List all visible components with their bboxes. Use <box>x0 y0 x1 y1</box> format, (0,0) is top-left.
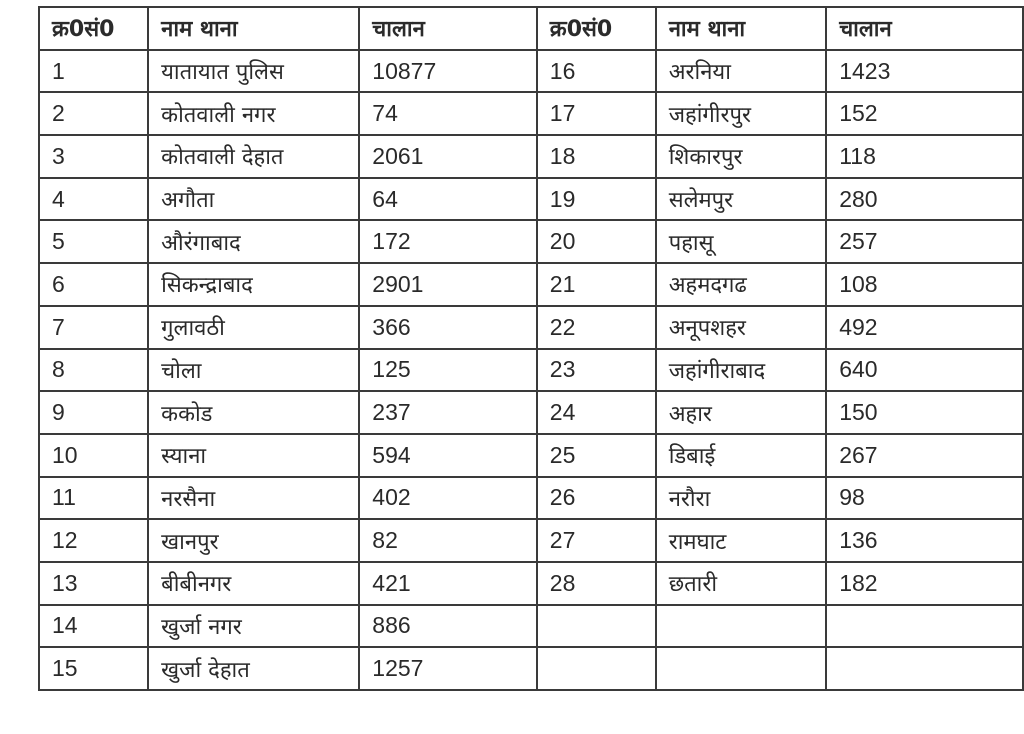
table-row <box>39 50 1023 93</box>
cell-station-left: स्याना <box>148 434 359 477</box>
cell-challan-right: 136 <box>826 519 1023 562</box>
cell-challan-right: 108 <box>826 263 1023 306</box>
cell-challan-right: 150 <box>826 391 1023 434</box>
cell-station-left: कोतवाली नगर <box>148 92 359 135</box>
cell-station-right: डिबाई <box>656 434 826 477</box>
cell-serial-left: 10 <box>39 434 148 477</box>
cell-serial-left: 5 <box>39 220 148 263</box>
cell-serial-right: 21 <box>537 263 656 306</box>
cell-station-right: अहार <box>656 391 826 434</box>
cell-serial-left: 2 <box>39 92 148 135</box>
header-challan-left: चालान <box>359 7 537 50</box>
cell-station-right <box>656 605 826 648</box>
cell-serial-right: 28 <box>537 562 656 605</box>
table-row <box>39 562 1023 605</box>
cell-serial-right <box>537 647 656 690</box>
cell-challan-left: 2901 <box>359 263 537 306</box>
cell-serial-left: 1 <box>39 50 148 93</box>
cell-challan-left: 421 <box>359 562 537 605</box>
cell-challan-right: 152 <box>826 92 1023 135</box>
cell-serial-left: 3 <box>39 135 148 178</box>
cell-station-left: कोतवाली देहात <box>148 135 359 178</box>
cell-station-right: नरौरा <box>656 477 826 520</box>
cell-station-left: खानपुर <box>148 519 359 562</box>
table-row <box>39 135 1023 178</box>
cell-station-right: अरनिया <box>656 50 826 93</box>
table-row <box>39 263 1023 306</box>
header-row <box>39 7 1023 50</box>
cell-station-right: जहांगीरपुर <box>656 92 826 135</box>
cell-station-left: खुर्जा देहात <box>148 647 359 690</box>
header-station-right: नाम थाना <box>656 7 826 50</box>
cell-challan-left: 74 <box>359 92 537 135</box>
table-row <box>39 477 1023 520</box>
cell-station-left: ककोड <box>148 391 359 434</box>
cell-serial-right: 27 <box>537 519 656 562</box>
cell-challan-left: 10877 <box>359 50 537 93</box>
cell-challan-left: 64 <box>359 178 537 221</box>
cell-station-right: अहमदगढ <box>656 263 826 306</box>
cell-challan-left: 366 <box>359 306 537 349</box>
cell-serial-right: 16 <box>537 50 656 93</box>
cell-challan-right: 257 <box>826 220 1023 263</box>
cell-challan-right: 118 <box>826 135 1023 178</box>
cell-challan-left: 237 <box>359 391 537 434</box>
table-row <box>39 220 1023 263</box>
cell-station-right: सलेमपुर <box>656 178 826 221</box>
cell-serial-right: 18 <box>537 135 656 178</box>
cell-challan-left: 402 <box>359 477 537 520</box>
cell-station-right: शिकारपुर <box>656 135 826 178</box>
cell-station-left: बीबीनगर <box>148 562 359 605</box>
cell-serial-left: 13 <box>39 562 148 605</box>
cell-challan-right: 1423 <box>826 50 1023 93</box>
cell-challan-left: 172 <box>359 220 537 263</box>
table-row <box>39 349 1023 392</box>
cell-serial-left: 14 <box>39 605 148 648</box>
table-row <box>39 306 1023 349</box>
cell-serial-right: 17 <box>537 92 656 135</box>
cell-challan-right: 98 <box>826 477 1023 520</box>
cell-station-left: नरसैना <box>148 477 359 520</box>
cell-station-right <box>656 647 826 690</box>
table-row <box>39 519 1023 562</box>
header-challan-right: चालान <box>826 7 1023 50</box>
cell-challan-right: 492 <box>826 306 1023 349</box>
cell-station-left: गुलावठी <box>148 306 359 349</box>
cell-serial-right: 20 <box>537 220 656 263</box>
cell-serial-right: 22 <box>537 306 656 349</box>
cell-serial-left: 6 <box>39 263 148 306</box>
cell-challan-left: 82 <box>359 519 537 562</box>
cell-serial-left: 11 <box>39 477 148 520</box>
cell-station-left: सिकन्द्राबाद <box>148 263 359 306</box>
cell-station-left: यातायात पुलिस <box>148 50 359 93</box>
cell-serial-left: 7 <box>39 306 148 349</box>
table-body <box>39 50 1023 690</box>
cell-station-left: चोला <box>148 349 359 392</box>
cell-station-left: खुर्जा नगर <box>148 605 359 648</box>
cell-challan-left: 886 <box>359 605 537 648</box>
cell-serial-right: 24 <box>537 391 656 434</box>
table-row <box>39 434 1023 477</box>
cell-challan-right <box>826 605 1023 648</box>
cell-challan-right <box>826 647 1023 690</box>
cell-serial-right <box>537 605 656 648</box>
header-station-left: नाम थाना <box>148 7 359 50</box>
cell-station-right: रामघाट <box>656 519 826 562</box>
cell-serial-left: 15 <box>39 647 148 690</box>
cell-serial-right: 19 <box>537 178 656 221</box>
header-serial-left: क्र0सं0 <box>39 7 148 50</box>
table-row <box>39 391 1023 434</box>
cell-serial-left: 12 <box>39 519 148 562</box>
cell-serial-right: 23 <box>537 349 656 392</box>
cell-station-left: औरंगाबाद <box>148 220 359 263</box>
cell-challan-right: 640 <box>826 349 1023 392</box>
cell-serial-left: 4 <box>39 178 148 221</box>
cell-serial-right: 26 <box>537 477 656 520</box>
table-row <box>39 647 1023 690</box>
cell-station-right: पहासू <box>656 220 826 263</box>
cell-challan-left: 594 <box>359 434 537 477</box>
cell-challan-left: 125 <box>359 349 537 392</box>
cell-station-right: छतारी <box>656 562 826 605</box>
cell-serial-left: 8 <box>39 349 148 392</box>
header-serial-right: क्र0सं0 <box>537 7 656 50</box>
cell-challan-right: 280 <box>826 178 1023 221</box>
challan-table <box>38 6 1024 691</box>
cell-challan-right: 182 <box>826 562 1023 605</box>
cell-station-right: जहांगीराबाद <box>656 349 826 392</box>
cell-serial-right: 25 <box>537 434 656 477</box>
cell-station-left: अगौता <box>148 178 359 221</box>
cell-challan-right: 267 <box>826 434 1023 477</box>
table-row <box>39 92 1023 135</box>
cell-serial-left: 9 <box>39 391 148 434</box>
cell-challan-left: 1257 <box>359 647 537 690</box>
cell-challan-left: 2061 <box>359 135 537 178</box>
cell-station-right: अनूपशहर <box>656 306 826 349</box>
table-row <box>39 605 1023 648</box>
table-row <box>39 178 1023 221</box>
